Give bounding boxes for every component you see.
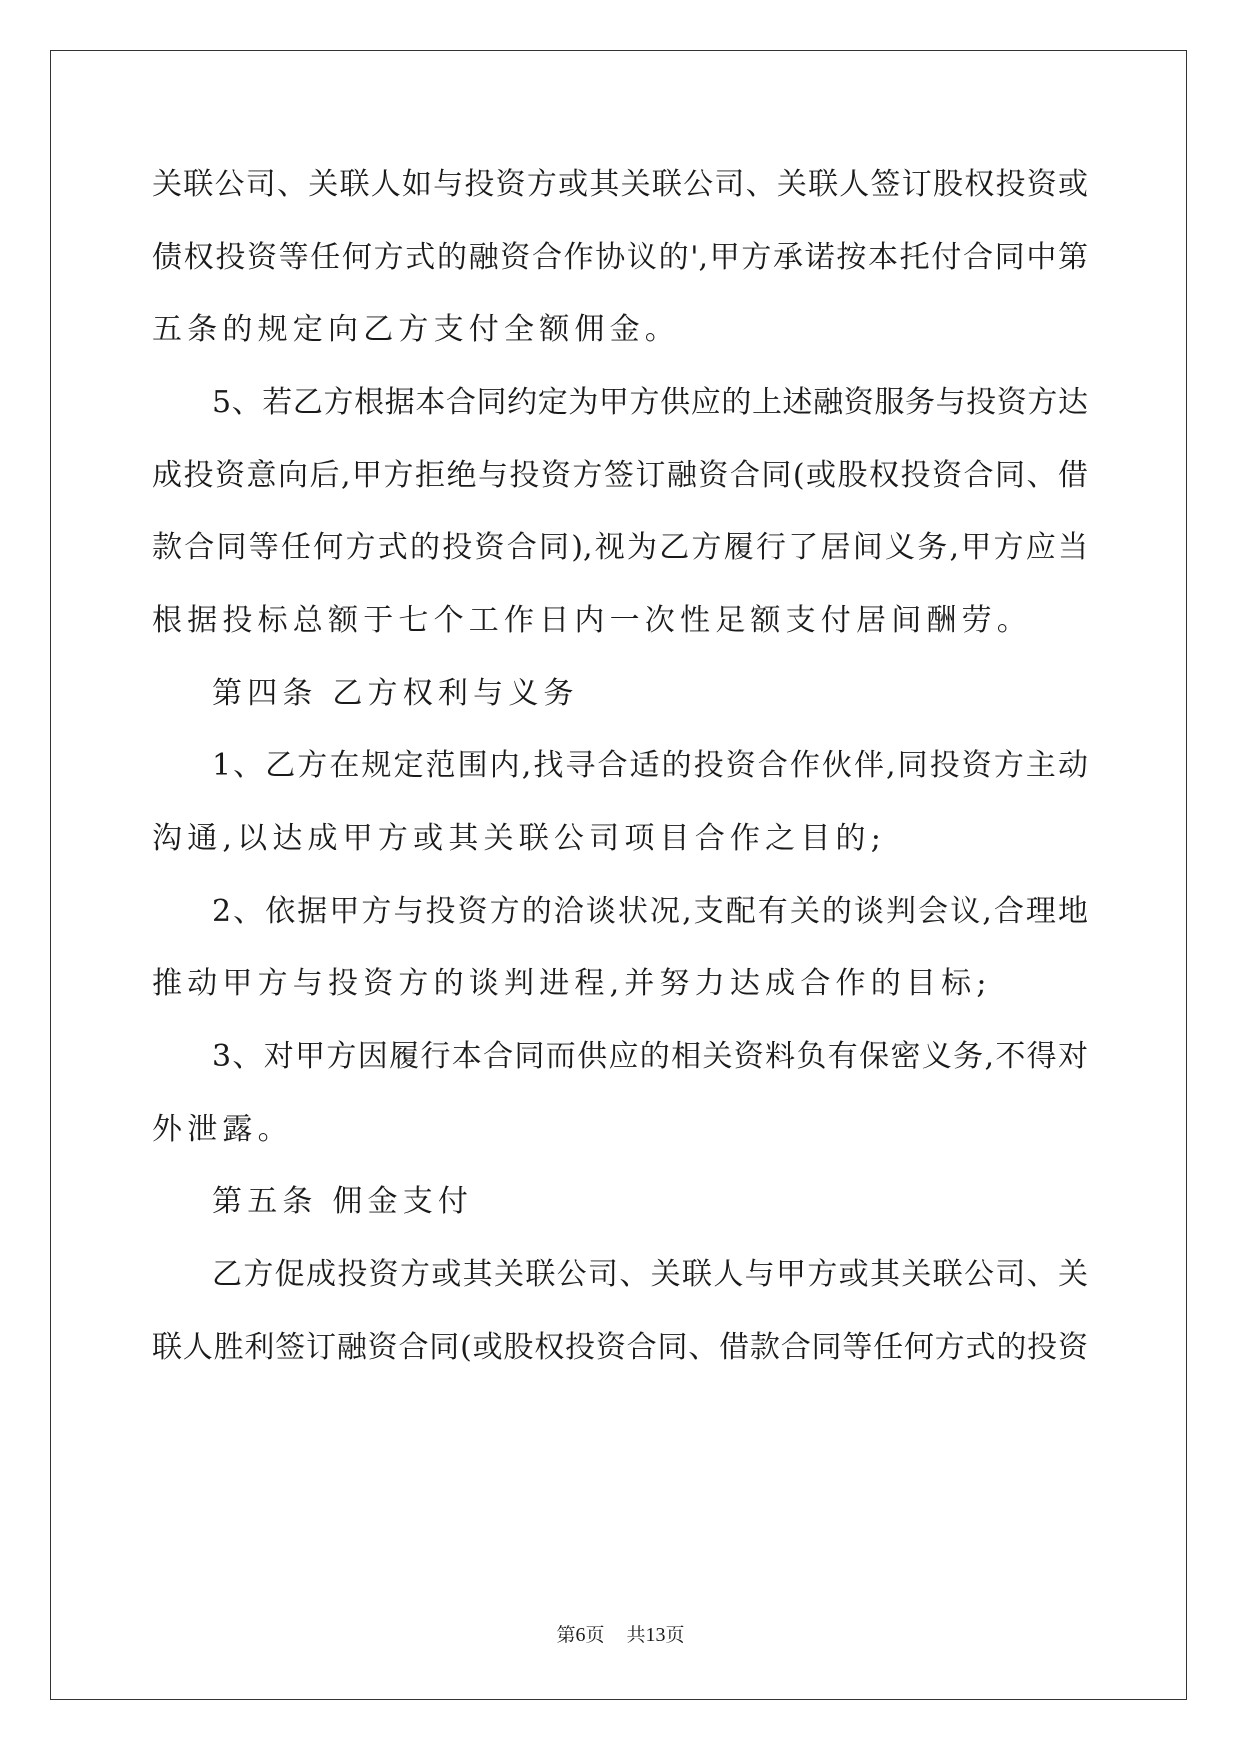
text-line: 成投资意向后,甲方拒绝与投资方签订融资合同(或股权投资合同、借 bbox=[152, 458, 1088, 493]
text-line: 联人胜利签订融资合同(或股权投资合同、借款合同等任何方式的投资 bbox=[152, 1330, 1088, 1365]
text-line: 债权投资等任何方式的融资合作协议的',甲方承诺按本托付合同中第 bbox=[152, 240, 1088, 275]
text-line: 关联公司、关联人如与投资方或其关联公司、关联人签订股权投资或 bbox=[152, 167, 1088, 202]
text-line: 沟通,以达成甲方或其关联公司项目合作之目的; bbox=[152, 821, 887, 856]
page-number-prefix: 第 bbox=[556, 1624, 576, 1646]
text-line: 外泄露。 bbox=[152, 1112, 293, 1147]
page-number-total: 13 bbox=[645, 1624, 666, 1646]
page-border bbox=[50, 50, 1187, 1700]
page-number-suffix: 页 bbox=[585, 1624, 605, 1646]
text-line: 五条的规定向乙方支付全额佣金。 bbox=[152, 312, 680, 347]
page-total-prefix: 共 bbox=[626, 1624, 646, 1646]
paragraph-commission-line: 乙方促成投资方或其关联公司、关联人与甲方或其关联公司、关 bbox=[212, 1257, 1088, 1292]
paragraph-3-line: 3、对甲方因履行本合同而供应的相关资料负有保密义务,不得对 bbox=[212, 1039, 1088, 1074]
text-line: 根据投标总额于七个工作日内一次性足额支付居间酬劳。 bbox=[152, 603, 1032, 638]
paragraph-1-line: 1、乙方在规定范围内,找寻合适的投资合作伙伴,同投资方主动 bbox=[212, 748, 1088, 783]
paragraph-2-line: 2、依据甲方与投资方的洽谈状况,支配有关的谈判会议,合理地 bbox=[212, 894, 1088, 929]
text-line: 款合同等任何方式的投资合同),视为乙方履行了居间义务,甲方应当 bbox=[152, 530, 1088, 565]
page-footer bbox=[0, 1620, 1241, 1650]
paragraph-5-line: 5、若乙方根据本合同约定为甲方供应的上述融资服务与投资方达 bbox=[212, 385, 1088, 420]
section-heading-article-5: 第五条 佣金支付 bbox=[212, 1184, 474, 1219]
page-number-current: 6 bbox=[575, 1624, 586, 1646]
page-total-suffix: 页 bbox=[665, 1624, 685, 1646]
section-heading-article-4: 第四条 乙方权利与义务 bbox=[212, 676, 579, 711]
text-line: 推动甲方与投资方的谈判进程,并努力达成合作的目标; bbox=[152, 966, 992, 1001]
